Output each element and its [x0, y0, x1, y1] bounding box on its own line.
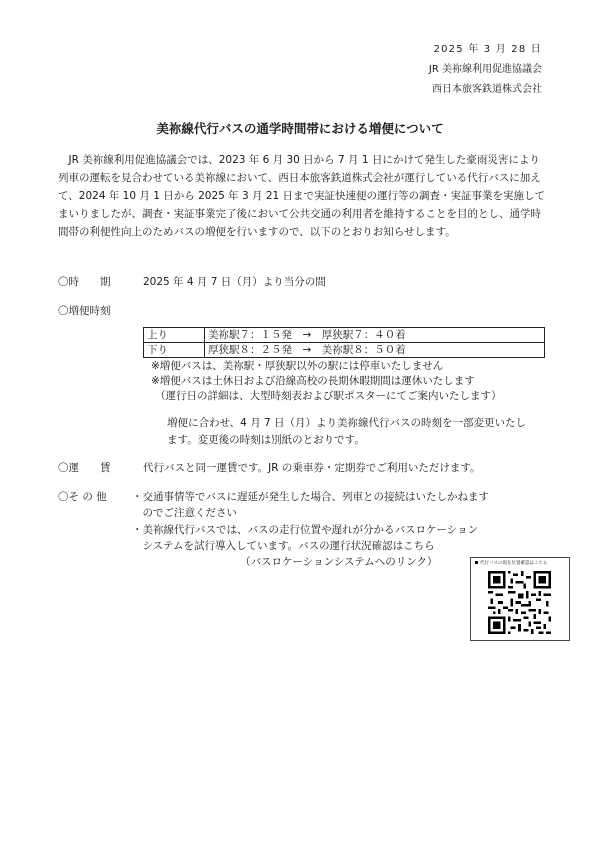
- period-label: 〇時 期: [58, 276, 111, 288]
- period-value: 2025 年 4 月 7 日（月）より当分の間: [143, 276, 326, 288]
- schedule-table: [143, 327, 545, 358]
- direction-down: 下り: [144, 343, 205, 358]
- bus-location-link[interactable]: （バスロケーションシステムへのリンク）: [240, 556, 438, 568]
- table-row: [144, 328, 545, 343]
- qr-code-icon[interactable]: [488, 571, 551, 634]
- other-line: システムを試行導入しています。バスの運行状況確認はこちら: [132, 540, 435, 552]
- issuer-council: JR 美祢線利用促進協議会: [428, 64, 542, 75]
- intro-paragraph: JR 美祢線利用促進協議会では、2023 年 6 月 30 日から 7 月 1 日にかけて発生した豪雨災害により列車の運転を見合わせている美祢線において、西日本旅客鉄道株式会社が運行している代行バスに加えて、2024 年 10 月 1 日から 2025 年 3 月 21 日まで実証快速便の運行等の調査・実証事業を実施してまいりましたが、調査・実証事業完了後において公共交通の利用者を維持することを目的とし、通学時間帯の利便性向上のためバスの増便を行いますので、以下のとおりお知らせします。: [58, 154, 546, 238]
- qr-caption: 代行バスの現在位置確認はこちら: [475, 561, 548, 567]
- timetable-change-line: 増便に合わせ、4 月 7 日（月）より美祢線代行バスの時刻を一部変更いたし: [167, 417, 527, 429]
- schedule-note: （運行日の詳細は、大型時刻表および駅ポスターにてご案内いたします）: [155, 390, 502, 402]
- other-line: ・交通事情等でバスに遅延が発生した場合、列車との接続はいたしかねます: [132, 491, 489, 503]
- table-row: [144, 343, 545, 358]
- route-up: 美祢駅７：１５発 → 厚狭駅７：４０着: [205, 328, 545, 343]
- schedule-note: ※増便バスは、美祢駅・厚狭駅以外の駅には停車いたしません: [151, 360, 444, 372]
- other-line: のでご注意ください: [132, 507, 237, 519]
- fare-label: 〇運 賃: [58, 462, 111, 474]
- route-down: 厚狭駅８：２５発 → 美祢駅８：５０着: [205, 343, 545, 358]
- timetable-change-line: ます。変更後の時刻は別紙のとおりです。: [167, 434, 365, 446]
- schedule-note: ※増便バスは土休日および沿線高校の長期休暇期間は運休いたします: [151, 375, 475, 387]
- other-line: ・美祢線代行バスでは、バスの走行位置や遅れが分かるバスロケーション: [132, 524, 479, 536]
- other-label: 〇そ の 他: [58, 491, 107, 503]
- page-title: 美祢線代行バスの通学時間帯における増便について: [156, 121, 444, 136]
- document-date: 2025 年 3 月 28 日: [433, 44, 542, 55]
- fare-value: 代行バスと同一運賃です。JR の乗車券・定期券でご利用いただけます。: [143, 462, 481, 474]
- direction-up: 上り: [144, 328, 205, 343]
- issuer-railway-company: 西日本旅客鉄道株式会社: [432, 84, 542, 95]
- qr-code-panel[interactable]: [470, 557, 570, 641]
- schedule-label: 〇増便時刻: [58, 305, 111, 317]
